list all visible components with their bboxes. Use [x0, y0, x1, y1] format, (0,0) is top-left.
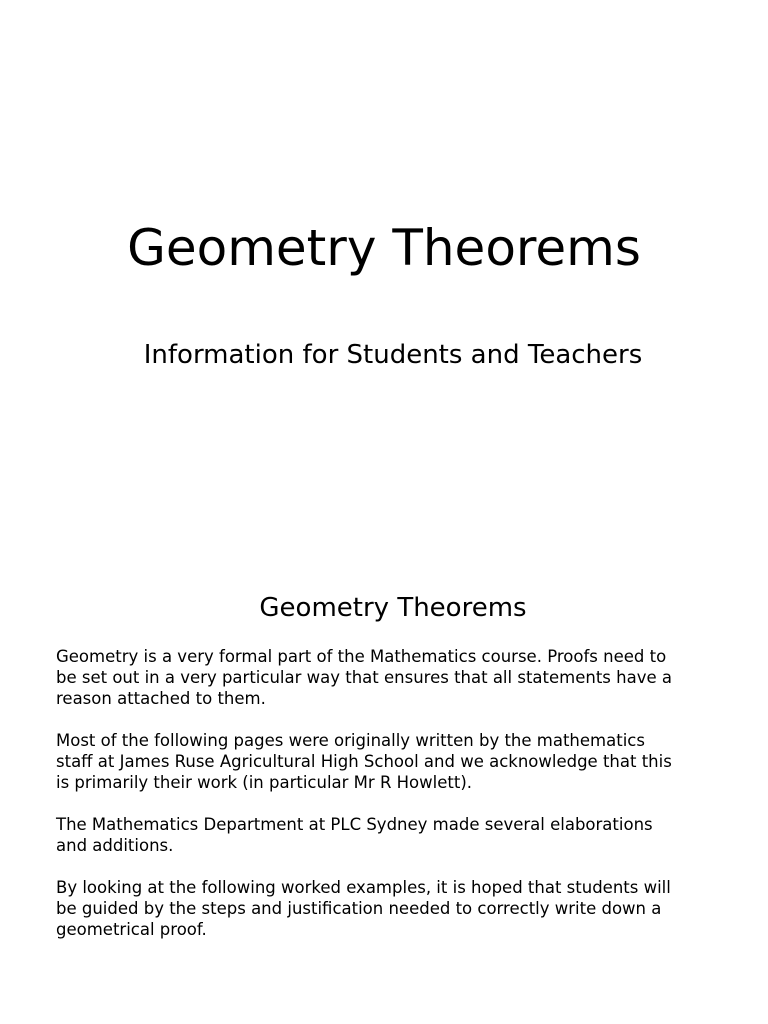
paragraph-purpose	[56, 877, 746, 940]
text-line: By looking at the following worked examples, it is hoped that students will	[56, 878, 671, 897]
text-line: Geometry is a very formal part of the Mathematics course. Proofs need to	[56, 647, 667, 666]
text-line: be set out in a very particular way that ensures that all statements have a	[56, 668, 672, 687]
text-line: and additions.	[56, 836, 174, 855]
paragraph-elaborations	[56, 814, 746, 856]
intro-body	[56, 646, 746, 961]
paragraph-overview	[56, 646, 746, 709]
page-subtitle: Information for Students and Teachers	[143, 340, 643, 370]
text-line: Most of the following pages were originally written by the mathematics	[56, 731, 645, 750]
text-line: staff at James Ruse Agricultural High School and we acknowledge that this	[56, 752, 672, 771]
section-heading: Geometry Theorems	[259, 593, 527, 623]
paragraph-acknowledgement	[56, 730, 746, 793]
text-line: is primarily their work (in particular Mr R Howlett).	[56, 773, 473, 792]
page-title: Geometry Theorems	[127, 219, 641, 277]
text-line: geometrical proof.	[56, 920, 207, 939]
text-line: be guided by the steps and justification needed to correctly write down a	[56, 899, 662, 918]
text-line: reason attached to them.	[56, 689, 266, 708]
text-line: The Mathematics Department at PLC Sydney made several elaborations	[56, 815, 653, 834]
